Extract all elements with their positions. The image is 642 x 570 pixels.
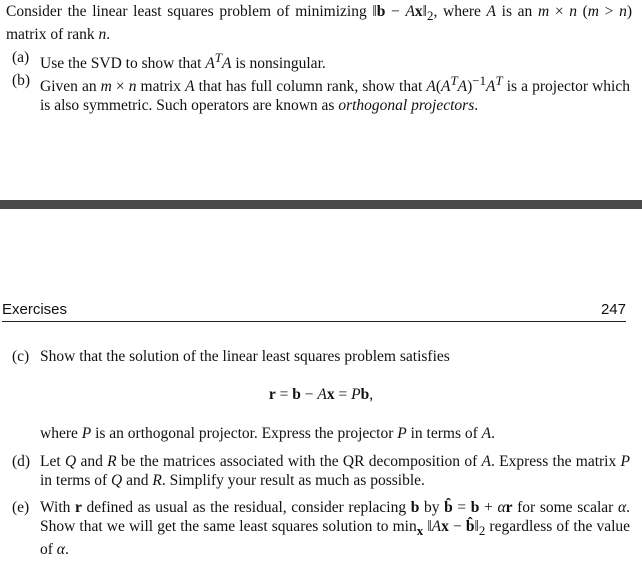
exercise-item-b: (b) Given an m × n matrix A that has full column rank, show that $A(A^TA)^{-1}A^T$ is a projector which is also symmetric. Such operators are known as orthogonal projectors. [12, 72, 630, 115]
page-header [2, 299, 626, 322]
exercise-item-e: (e) With r defined as usual as the residual, consider replacing b by b̂ = b + αr for some scalar α. Show that we will get the same least squares solution to $\min_x$ ‖Ax − $b̂‖_2$ regardless of the value of α. [12, 499, 631, 559]
exercise-item-c: (c) Show that the solution of the linear least squares problem satisfies [12, 348, 450, 365]
item-label: (a) [12, 49, 30, 66]
equation-residual: r = b − Ax = Pb, [268, 386, 374, 403]
section-title: Exercises [2, 301, 68, 318]
item-label: (c) [12, 348, 30, 365]
exercise-item-a: (a) Use the SVD to show that $A^TA$ is nonsingular. [12, 49, 326, 73]
page-number: 247 [600, 301, 626, 318]
item-label: (e) [12, 499, 30, 516]
intro-paragraph: Consider the linear least squares problem of minimizing ‖b − $Ax‖_2$, where A is an m × n (m > n) matrix of rank n. [6, 3, 632, 44]
item-label: (b) [12, 72, 31, 89]
page-separator-bar [0, 200, 642, 209]
item-label: (d) [12, 453, 31, 470]
item-c-continuation: where P is an orthogonal projector. Express the projector P in terms of A. [40, 425, 495, 442]
exercise-item-d: (d) Let Q and R be the matrices associated with the QR decomposition of A. Express the matrix P in terms of Q and R. Simplify your result as much as possible. [12, 453, 630, 489]
